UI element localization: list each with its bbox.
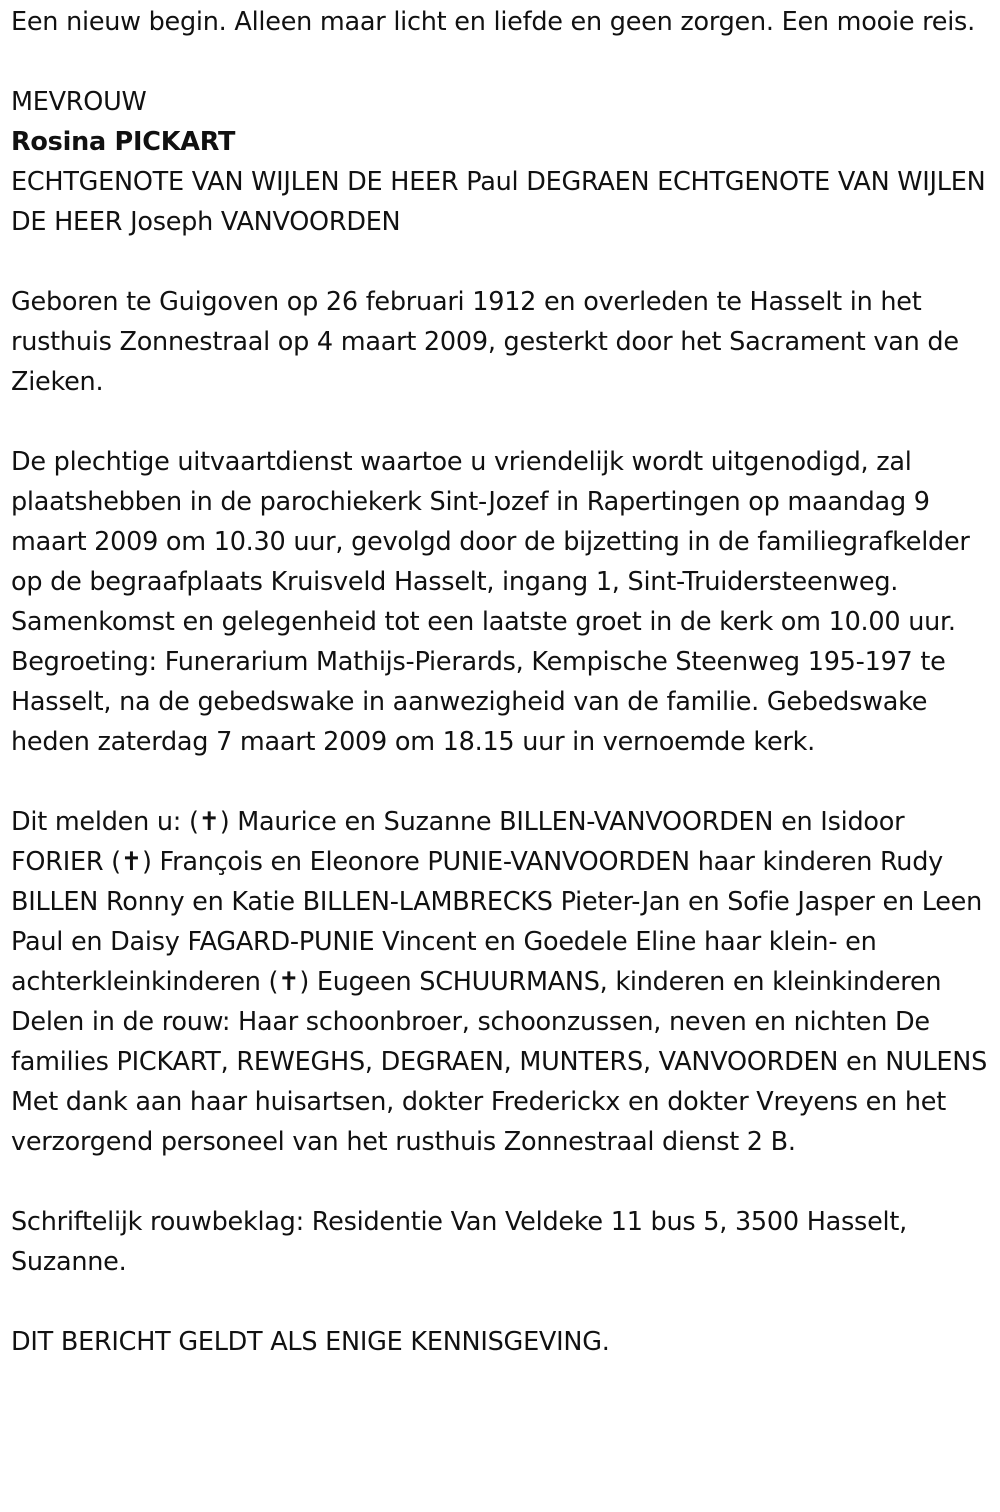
obituary-text <box>11 2 996 1362</box>
spacer <box>11 1162 996 1202</box>
funeral-paragraph: De plechtige uitvaartdienst waartoe u vriendelijk wordt uitgenodigd, zal plaatshebben in de parochiekerk Sint-Jozef in Rapertingen op maandag 9 maart 2009 om 10.30 uur, gevolgd door de bijzetting in de familiegrafkelder op de begraafplaats Kruisveld Hasselt, ingang 1, Sint-Truidersteenweg. Samenkomst en gelegenheid tot een laatste groet in de kerk om 10.00 uur. Begroeting: Funerarium Mathijs-Pierards, Kempische Steenweg 195-197 te Hasselt, na de gebedswake in aanwezigheid van de familie. Gebedswake heden zaterdag 7 maart 2009 om 18.15 uur in vernoemde kerk. <box>11 447 970 757</box>
condolence-address: Schriftelijk rouwbeklag: Residentie Van Veldeke 11 bus 5, 3500 Hasselt, Suzanne. <box>11 1207 907 1277</box>
spacer <box>11 42 996 82</box>
spacer <box>11 1282 996 1322</box>
title-prefix: MEVROUW <box>11 87 147 117</box>
closing-notice: DIT BERICHT GELDT ALS ENIGE KENNISGEVING. <box>11 1327 610 1357</box>
intro-text: Een nieuw begin. Alleen maar licht en liefde en geen zorgen. Een mooie reis. <box>11 7 975 37</box>
spouse-line: ECHTGENOTE VAN WIJLEN DE HEER Paul DEGRAEN ECHTGENOTE VAN WIJLEN DE HEER Joseph VANVOORDEN <box>11 167 986 237</box>
spacer <box>11 402 996 442</box>
spacer <box>11 762 996 802</box>
birth-death-paragraph: Geboren te Guigoven op 26 februari 1912 en overleden te Hasselt in het rusthuis Zonnestraal op 4 maart 2009, gesterkt door het Sacrament van de Zieken. <box>11 287 959 397</box>
spacer <box>11 242 996 282</box>
family-paragraph: Dit melden u: (✝) Maurice en Suzanne BILLEN-VANVOORDEN en Isidoor FORIER (✝) François en Eleonore PUNIE-VANVOORDEN haar kinderen Rudy BILLEN Ronny en Katie BILLEN-LAMBRECKS Pieter-Jan en Sofie Jasper en Leen Paul en Daisy FAGARD-PUNIE Vincent en Goedele Eline haar klein- en achterkleinkinderen (✝) Eugeen SCHUURMANS, kinderen en kleinkinderen Delen in de rouw: Haar schoonbroer, schoonzussen, neven en nichten De families PICKART, REWEGHS, DEGRAEN, MUNTERS, VANVOORDEN en NULENS Met dank aan haar huisartsen, dokter Frederickx en dokter Vreyens en het verzorgend personeel van het rusthuis Zonnestraal dienst 2 B. <box>11 807 988 1157</box>
deceased-name: Rosina PICKART <box>11 127 236 157</box>
